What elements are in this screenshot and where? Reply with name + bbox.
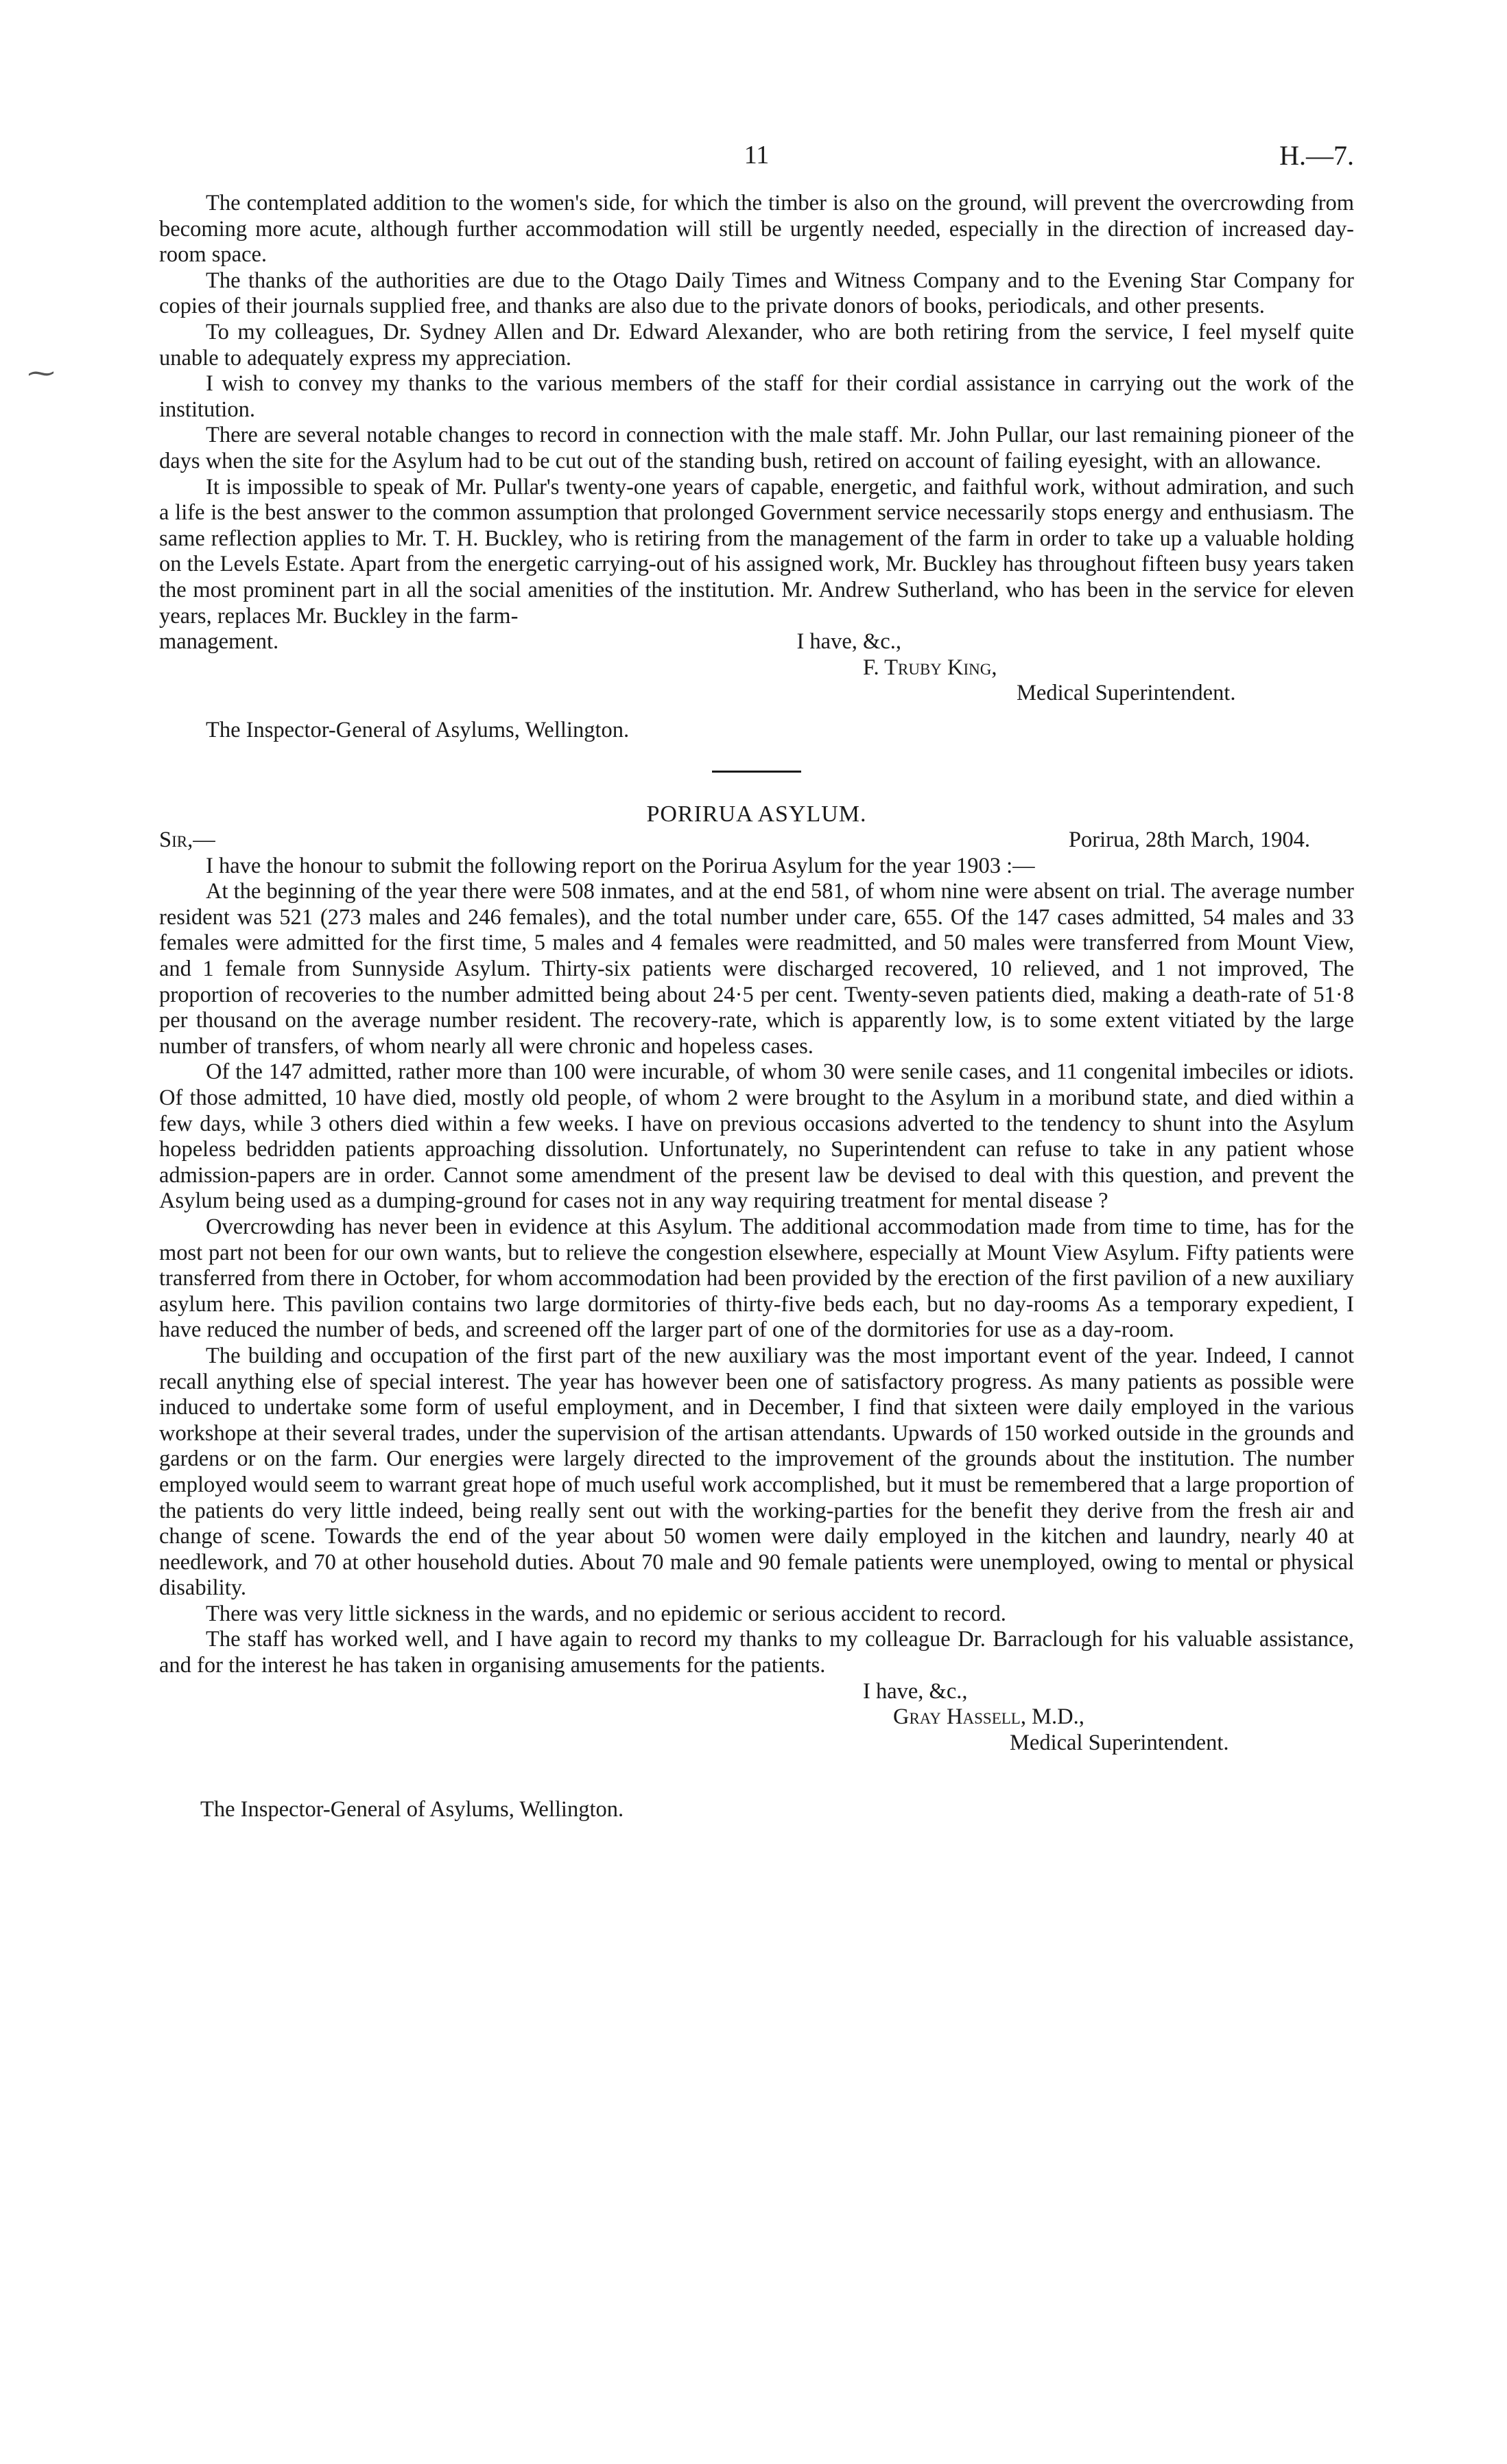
paragraph: The thanks of the authorities are due to the Otago Daily Times and Witness Company and to the Evening Star Company for copies of their journals supplied free, and thanks are also due to the private donors of books, periodicals, and other presents. <box>159 268 1354 319</box>
closing-phrase: I have, &c., <box>863 1678 968 1704</box>
page-number: 11 <box>744 141 770 169</box>
salutation-row <box>159 828 1354 854</box>
paragraph: The building and occupation of the first part of the new auxiliary was the most important event of the year. Indeed, I cannot recall anything else of special interest. The year has however been one of satisfactory progress. As many patients as possible were induced to undertake some form of useful employment, and in December, I find that sixteen were daily employed in the various workshope at their several trades, under the supervision of the artisan attendants. Upwards of 150 worked outside in the grounds and gardens or on the farm. Our energies were largely directed to the improvement of the grounds about the institution. The number employed would seem to warrant great hope of much useful work accomplished, but it must be remembered that a large proportion of the patients do very little indeed, being really sent out with the working-parties for the benefit they derive from the fresh air and change of scene. Towards the end of the year about 50 women were daily employed in the kitchen and laundry, nearly 40 at needlework, and 70 at other household duties. About 70 male and 90 female patients were unemployed, owing to mental or physical disability. <box>159 1343 1354 1601</box>
paragraph: The contemplated addition to the women's side, for which the timber is also on the ground, will prevent the overcrowding from becoming more acute, although further accommodation will still be urgently needed, especially in the direction of increased day-room space. <box>159 191 1354 268</box>
document-page <box>159 137 1354 1823</box>
paragraph: Of the 147 admitted, rather more than 100 were incurable, of whom 30 were senile cases, and 11 congenital imbeciles or idiots. Of those admitted, 10 have died, mostly old people, of whom 2 were brought to the Asylum in a moribund state, and died within a few days, while 3 others died within a few weeks. I have on previous occasions adverted to the tendency to shunt into the Asylum hopeless bedridden patients approaching dissolution. Unfortunately, no Superintendent can refuse to take in any patient whose admission-papers are in order. Cannot some amendment of the present law be devised to deal with this question, and prevent the Asylum being used as a dumping-ground for cases not in any way requiring treatment for mental disease ? <box>159 1059 1354 1214</box>
addressee: The Inspector-General of Asylums, Wellington. <box>200 1797 624 1822</box>
section-title: PORIRUA ASYLUM. <box>646 801 867 828</box>
paragraph: To my colleagues, Dr. Sydney Allen and Dr. Edward Alexander, who are both retiring from the service, I feel myself quite unable to adequately express my appreciation. <box>159 319 1354 371</box>
salutation: Sir,— <box>159 828 215 853</box>
porirua-report <box>159 801 1354 1823</box>
signatory-name: F. Truby King, <box>863 655 997 680</box>
addressee: The Inspector-General of Asylums, Wellington. <box>206 717 630 742</box>
paragraph: There are several notable changes to record in connection with the male staff. Mr. John Pullar, our last remaining pioneer of the days when the site for the Asylum had to be cut out of the standing bush, retired on account of failing eyesight, with an allowance. <box>159 423 1354 473</box>
signatory-title: Medical Superintendent. <box>1010 1730 1229 1755</box>
paragraph: The staff has worked well, and I have again to record my thanks to my colleague Dr. Barraclough for his valuable assistance, and for the interest he has taken in organising amusements for the patients. <box>159 1627 1354 1678</box>
place-date: Porirua, 28th March, 1904. <box>1068 828 1310 853</box>
seacliff-report-end <box>159 191 1354 743</box>
paragraph: Overcrowding has never been in evidence at this Asylum. The additional accommodation made from time to time, has for the most part not been for our own wants, but to relieve the congestion elsewhere, especially at Mount View Asylum. Fifty patients were transferred from there in October, for whom accommodation had been provided by the erection of the first pavilion of a new auxiliary asylum here. This pavilion contains two large dormitories of thirty-five beds each, but no day-rooms As a temporary expedient, I have reduced the number of beds, and screened off the larger part of one of the dormitories for use as a day-room. <box>159 1214 1354 1343</box>
closing-line <box>159 629 1354 655</box>
paragraph: I have the honour to submit the following report on the Porirua Asylum for the year 1903 :— <box>206 853 1035 878</box>
signatory-name: Gray Hassell, M.D., <box>893 1704 1084 1730</box>
document-reference: H.—7. <box>1279 140 1354 171</box>
paragraph: I wish to convey my thanks to the various members of the staff for their cordial assistance in carrying out the work of the institution. <box>159 371 1354 422</box>
page-header <box>159 137 1354 191</box>
paragraph: There was very little sickness in the wards, and no epidemic or serious accident to record. <box>206 1601 1006 1626</box>
paragraph: At the beginning of the year there were 508 inmates, and at the end 581, of whom nine were absent on trial. The average number resident was 521 (273 males and 246 females), and the total number under care, 655. Of the 147 cases admitted, 54 males and 33 females were admitted for the first time, 5 males and 4 females were readmitted, and 50 males were transferred from Mount View, and 1 female from Sunnyside Asylum. Thirty-six patients were discharged recovered, 10 relieved, and 1 not improved, The proportion of recoveries to the number admitted being about 24·5 per cent. Twenty-seven patients died, making a death-rate of 51·8 per thousand on the average number resident. The recovery-rate, which is apparently low, is to some extent vitiated by the large number of transfers, of whom nearly all were chronic and hopeless cases. <box>159 879 1354 1059</box>
closing-phrase: I have, &c., <box>796 629 901 655</box>
signatory-title: Medical Superintendent. <box>1017 681 1236 706</box>
closing-word: management. <box>159 629 279 655</box>
margin-mark: ⁓ <box>27 357 55 388</box>
section-divider <box>712 771 801 773</box>
paragraph: It is impossible to speak of Mr. Pullar's twenty-one years of capable, energetic, and faithful work, without admiration, and such a life is the best answer to the common assumption that prolonged Government service necessarily stops energy and enthusiasm. The same reflection applies to Mr. T. H. Buckley, who is retiring from the management of the farm in order to take up a valuable holding on the Levels Estate. Apart from the energetic carrying-out of his assigned work, Mr. Buckley has throughout fifteen busy years taken the most prominent part in all the social amenities of the institution. Mr. Andrew Sutherland, who has been in the service for eleven years, replaces Mr. Buckley in the farm- <box>159 474 1354 629</box>
